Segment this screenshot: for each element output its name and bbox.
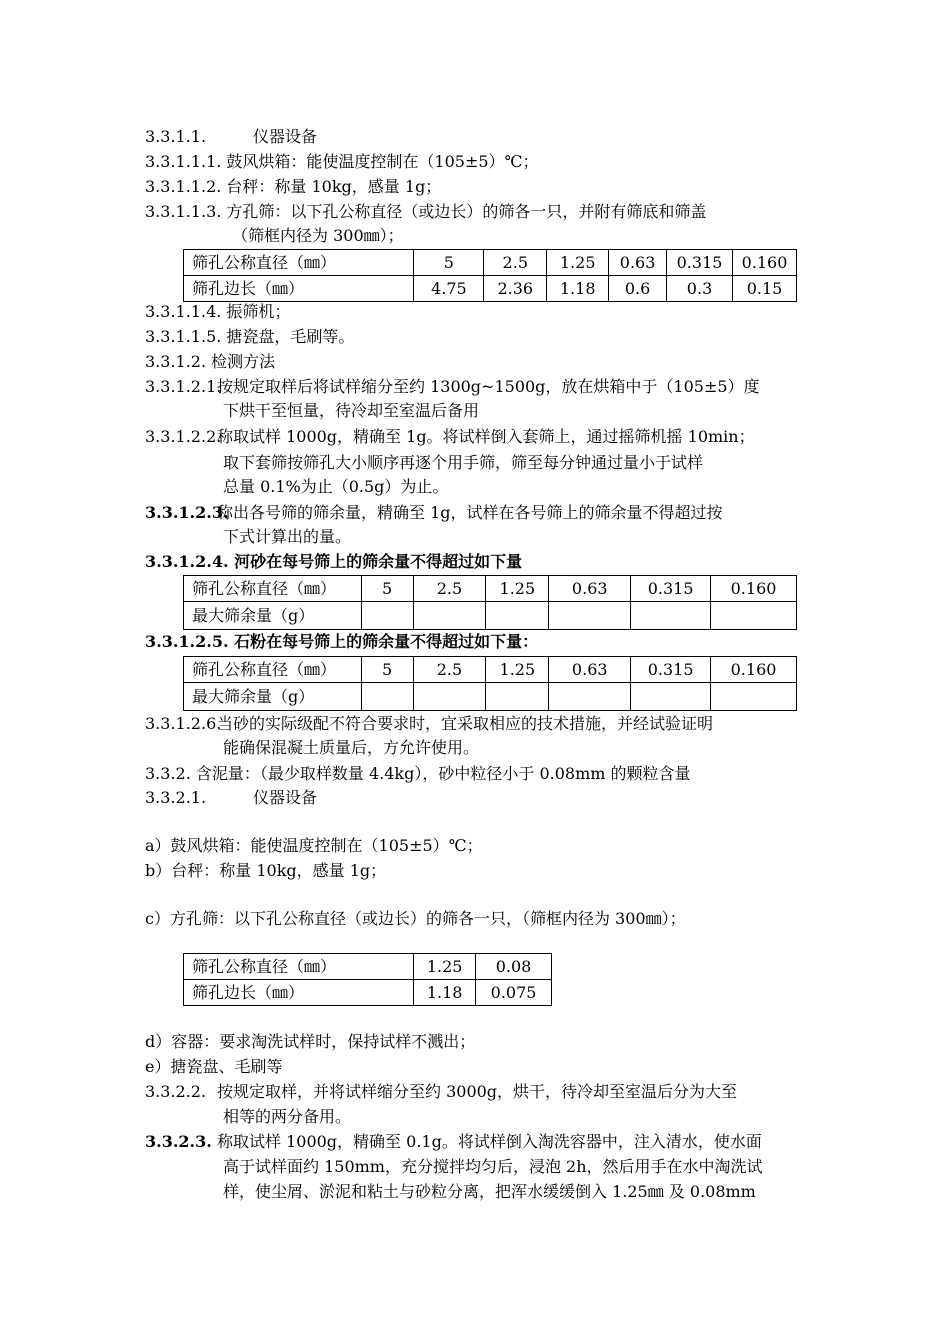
heading-test-method: 3.3.1.2. 检测方法: [145, 352, 276, 371]
item-d: d）容器：要求淘洗试样时，保持试样不溅出；: [145, 1032, 476, 1051]
section-title: 仪器设备: [253, 788, 318, 807]
heading-instruments-2: [145, 788, 317, 808]
table-cell: 1.18: [414, 980, 476, 1006]
table-cell: 0.315: [631, 657, 711, 683]
step-mud-3-cont: 样，使尘屑、淤泥和粘土与砂粒分离，把浑水缓缓倒入 1.25㎜ 及 0.08mm: [223, 1182, 756, 1201]
heading-river-sand: 3.3.1.2.4. 河砂在每号筛上的筛余量不得超过如下量: [145, 552, 523, 571]
step-number: 3.3.1.2.3.: [145, 503, 229, 522]
row-label: 最大筛余量（g）: [184, 683, 362, 711]
item-b: b）台秤：称量 10kg，感量 1g；: [145, 861, 387, 880]
table-cell: 2.5: [484, 250, 547, 276]
table-row: [184, 602, 797, 630]
table-cell: 2.36: [484, 276, 547, 302]
table-row: [184, 954, 552, 980]
item-e: e）搪瓷盘、毛刷等: [145, 1057, 283, 1076]
heading-instruments: [145, 127, 317, 147]
table-cell: [631, 683, 711, 711]
heading-stone-powder: 3.3.1.2.5. 石粉在每号筛上的筛余量不得超过如下量：: [145, 632, 539, 651]
step-text: 按规定取样后将试样缩分至约 1300g~1500g，放在烘箱中于（105±5）度: [217, 377, 760, 396]
step-3-cont: 下式计算出的量。: [223, 527, 352, 546]
section-number: 3.3.2.1.: [145, 788, 207, 807]
row-label: 最大筛余量（g）: [184, 602, 362, 630]
table-cell: 4.75: [414, 276, 484, 302]
table-cell: [361, 683, 413, 711]
table-row: [184, 250, 797, 276]
step-2-cont: 取下套筛按筛孔大小顺序再逐个用手筛，筛至每分钟通过量小于试样: [223, 453, 704, 472]
row-label: 筛孔公称直径（㎜）: [184, 250, 414, 276]
step-2-cont: 总量 0.1%为止（0.5g）为止。: [223, 477, 449, 496]
item-sieve: 3.3.1.1.3. 方孔筛：以下孔公称直径（或边长）的筛各一只，并附有筛底和筛盖: [145, 202, 707, 221]
mud-sieve-table: [183, 953, 552, 1006]
table-cell: 0.160: [711, 657, 797, 683]
table-cell: [549, 683, 631, 711]
table-cell: 0.63: [609, 250, 667, 276]
table-cell: 2.5: [413, 576, 486, 602]
table-cell: [361, 602, 413, 630]
step-number: 3.3.1.2.2.: [145, 427, 222, 446]
table-row: [184, 657, 797, 683]
item-sieve-cont: （筛框内径为 300㎜）；: [232, 226, 404, 245]
row-label: 筛孔边长（㎜）: [184, 276, 414, 302]
step-3: [145, 503, 723, 523]
step-mud-2-cont: 相等的两分备用。: [223, 1107, 352, 1126]
row-label: 筛孔公称直径（㎜）: [184, 576, 362, 602]
step-1-cont: 下烘干至恒量，待冷却至室温后备用: [223, 401, 480, 420]
item-oven: 3.3.1.1.1. 鼓风烘箱：能使温度控制在（105±5）℃；: [145, 152, 539, 171]
table-cell: [413, 602, 486, 630]
sieve-size-table: [183, 249, 797, 302]
step-text: 当砂的实际级配不符合要求时，宜采取相应的技术措施，并经试验证明: [217, 714, 714, 733]
stone-powder-table: [183, 656, 797, 711]
step-number: 3.3.1.2.6.: [145, 714, 222, 733]
item-tray: 3.3.1.1.5. 搪瓷盘，毛刷等。: [145, 327, 355, 346]
item-a: a）鼓风烘箱：能使温度控制在（105±5）℃；: [145, 836, 483, 855]
table-row: [184, 576, 797, 602]
table-cell: 0.315: [631, 576, 711, 602]
table-cell: 0.160: [733, 250, 797, 276]
table-cell: 5: [361, 576, 413, 602]
step-text: 按规定取样，并将试样缩分至约 3000g，烘干，待冷却至室温后分为大至: [217, 1082, 738, 1101]
table-cell: 2.5: [413, 657, 486, 683]
step-6-cont: 能确保混凝土质量后，方允许使用。: [223, 738, 480, 757]
step-text: 称出各号筛的筛余量，精确至 1g，试样在各号筛上的筛余量不得超过按: [217, 503, 723, 522]
table-row: [184, 276, 797, 302]
table-row: [184, 980, 552, 1006]
step-mud-2: [145, 1082, 737, 1102]
item-scale: 3.3.1.1.2. 台秤：称量 10kg，感量 1g；: [145, 177, 442, 196]
step-mud-3-cont: 高于试样面约 150mm，充分搅拌均匀后，浸泡 2h，然后用手在水中淘洗试: [223, 1157, 763, 1176]
table-cell: [711, 602, 797, 630]
row-label: 筛孔边长（㎜）: [184, 980, 414, 1006]
table-cell: 1.25: [486, 576, 549, 602]
table-cell: [711, 683, 797, 711]
table-cell: [549, 602, 631, 630]
table-cell: 1.25: [486, 657, 549, 683]
table-cell: 0.63: [549, 576, 631, 602]
step-number: 3.3.1.2.1.: [145, 377, 222, 396]
table-cell: 0.08: [476, 954, 552, 980]
table-cell: 0.63: [549, 657, 631, 683]
table-cell: [486, 602, 549, 630]
table-cell: 1.25: [414, 954, 476, 980]
step-6: [145, 714, 713, 734]
table-row: [184, 683, 797, 711]
table-cell: 0.315: [667, 250, 733, 276]
row-label: 筛孔公称直径（㎜）: [184, 954, 414, 980]
table-cell: 0.160: [711, 576, 797, 602]
table-cell: [413, 683, 486, 711]
table-cell: [631, 602, 711, 630]
heading-mud-content: 3.3.2. 含泥量：（最少取样数量 4.4kg），砂中粒径小于 0.08mm 的颗粒含量: [145, 764, 691, 783]
table-cell: 5: [361, 657, 413, 683]
section-number: 3.3.1.1.: [145, 127, 207, 146]
row-label: 筛孔公称直径（㎜）: [184, 657, 362, 683]
table-cell: 0.075: [476, 980, 552, 1006]
table-cell: [486, 683, 549, 711]
step-number: 3.3.2.2.: [145, 1082, 207, 1101]
table-cell: 5: [414, 250, 484, 276]
table-cell: 1.18: [547, 276, 609, 302]
table-cell: 0.15: [733, 276, 797, 302]
step-text: 称取试样 1000g，精确至 0.1g。将试样倒入淘洗容器中，注入清水，使水面: [217, 1132, 762, 1151]
step-text: 称取试样 1000g，精确至 1g。将试样倒入套筛上，通过摇筛机摇 10min；: [217, 427, 755, 446]
table-cell: 1.25: [547, 250, 609, 276]
item-shaker: 3.3.1.1.4. 振筛机；: [145, 302, 291, 321]
step-2: [145, 427, 755, 447]
table-cell: 0.3: [667, 276, 733, 302]
step-number: 3.3.2.3.: [145, 1132, 212, 1151]
item-c: c）方孔筛：以下孔公称直径（或边长）的筛各一只，（筛框内径为 300㎜）；: [145, 909, 686, 928]
table-cell: 0.6: [609, 276, 667, 302]
river-sand-table: [183, 575, 797, 630]
section-title: 仪器设备: [253, 127, 318, 146]
step-1: [145, 377, 760, 397]
step-mud-3: [145, 1132, 762, 1152]
